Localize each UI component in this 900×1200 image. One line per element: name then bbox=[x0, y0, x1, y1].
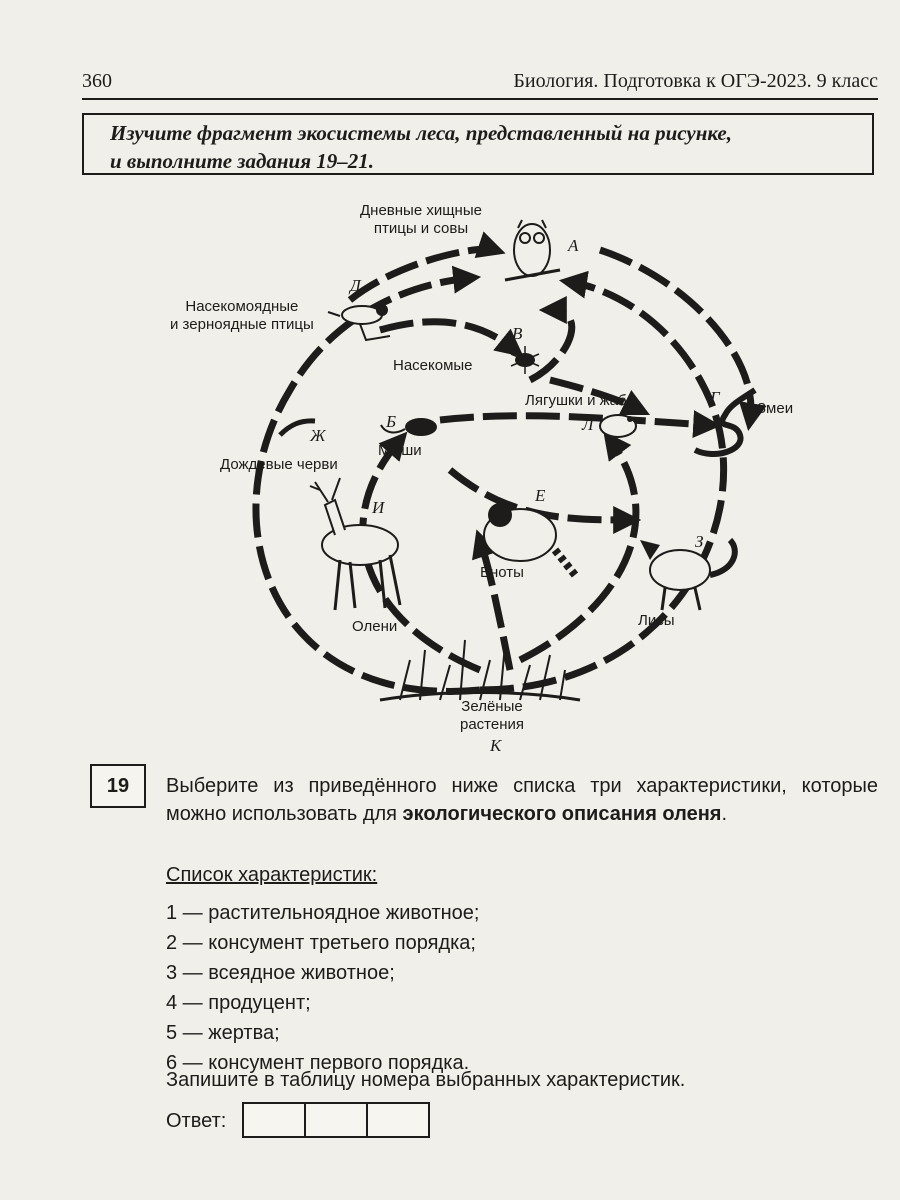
label-insects: Насекомые bbox=[393, 357, 473, 374]
fox-icon bbox=[640, 540, 735, 610]
deer-icon bbox=[310, 478, 400, 610]
question-text bbox=[166, 772, 878, 828]
list-item: 2 — консумент третьего порядка; bbox=[166, 932, 476, 954]
list-item: 5 — жертва; bbox=[166, 1022, 280, 1044]
insect-icon bbox=[511, 346, 539, 374]
letter-e: Е bbox=[535, 486, 546, 505]
label-plants: Зелёные растения bbox=[460, 698, 525, 733]
label-mice: Мыши bbox=[378, 442, 422, 459]
label-raccoons: Еноты bbox=[480, 564, 524, 581]
label-frogs: Лягушки и жабы bbox=[525, 392, 638, 409]
letter-z: З bbox=[695, 532, 704, 551]
instruction-line-1: Изучите фрагмент экосистемы леса, представленный на рисунке, bbox=[110, 121, 732, 145]
letter-a: А bbox=[568, 236, 579, 255]
running-title: Биология. Подготовка к ОГЭ-2023. 9 класс bbox=[513, 70, 878, 92]
label-owls: Дневные хищные птицы и совы bbox=[360, 202, 482, 237]
answer-cell-2[interactable] bbox=[304, 1102, 368, 1138]
letter-d: Д bbox=[350, 276, 361, 295]
food-web-diagram bbox=[150, 190, 794, 755]
page-number: 360 bbox=[82, 70, 112, 92]
letter-i: И bbox=[372, 498, 385, 517]
question-number: 19 bbox=[90, 764, 146, 808]
page-header bbox=[82, 64, 878, 94]
question-text-bold: экологического описания оленя bbox=[402, 803, 722, 825]
instruction-box bbox=[82, 113, 874, 175]
characteristics-list bbox=[166, 898, 479, 1078]
label-snakes: Змеи bbox=[757, 400, 794, 417]
letter-g: Г bbox=[710, 388, 720, 407]
arc-top bbox=[350, 249, 495, 300]
letter-b: Б bbox=[386, 412, 397, 431]
instruction-line-2: и выполните задания 19–21. bbox=[110, 149, 375, 173]
list-item: 3 — всеядное животное; bbox=[166, 962, 395, 984]
arc-mice-snakes bbox=[440, 416, 710, 425]
answer-table bbox=[244, 1102, 430, 1138]
label-birds: Насекомоядные и зерноядные птицы bbox=[170, 298, 314, 333]
list-item: 6 — консумент первого порядка. bbox=[166, 1052, 470, 1074]
owl-icon bbox=[505, 220, 560, 280]
letter-l: Л bbox=[582, 415, 594, 434]
letter-zh: Ж bbox=[310, 426, 326, 445]
question-text-end: . bbox=[721, 803, 728, 825]
label-worms: Дождевые черви bbox=[220, 456, 338, 473]
letter-k: К bbox=[490, 736, 502, 755]
list-item: 4 — продуцент; bbox=[166, 992, 311, 1014]
question-text-part: Выберите из приведённого ниже списка три характеристики, которые можно использовать для bbox=[166, 775, 878, 825]
arc-birds-insects bbox=[380, 322, 515, 350]
label-deer: Олени bbox=[352, 618, 398, 635]
answer-instruction: Запишите в таблицу номера выбранных характеристик. bbox=[166, 1069, 686, 1091]
list-item: 1 — растительноядное животное; bbox=[166, 902, 480, 924]
answer-cell-1[interactable] bbox=[242, 1102, 306, 1138]
answer-label: Ответ: bbox=[166, 1110, 227, 1132]
list-heading: Список характеристик: bbox=[166, 864, 378, 886]
header-rule bbox=[82, 98, 878, 100]
letter-v: В bbox=[512, 324, 523, 343]
frog-icon bbox=[600, 415, 636, 437]
answer-cell-3[interactable] bbox=[366, 1102, 430, 1138]
label-foxes: Лисы bbox=[638, 612, 675, 629]
arc-insects-down bbox=[530, 310, 572, 380]
